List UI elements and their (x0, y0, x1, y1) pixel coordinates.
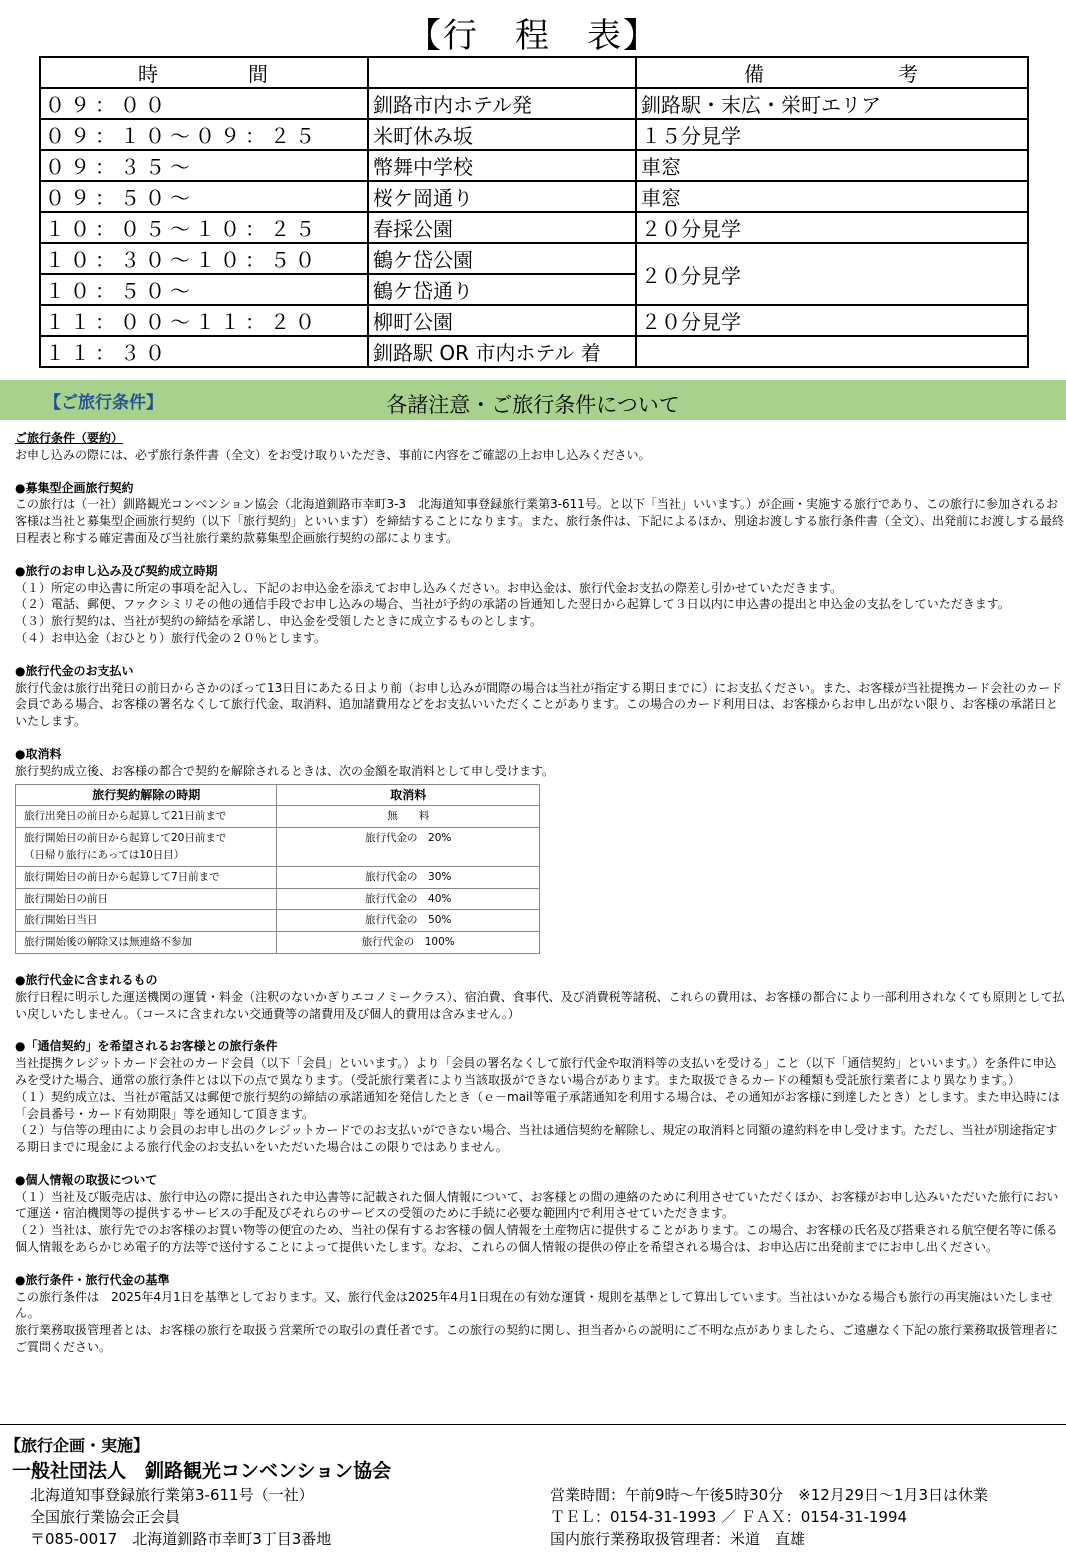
period-cell: 旅行開始日の前日から起算して7日前まで (16, 866, 277, 888)
section-text: 旅行業務取扱管理者とは、お客様の旅行を取扱う営業所での取引の責任者です。この旅行の契約に関し、担当者からの説明にご不明な点がありましたら、ご遠慮なく下記の旅行業務取扱管理者にご質問ください。 (15, 1323, 1059, 1355)
conditions-banner (0, 380, 1066, 420)
section-text: 当社提携クレジットカード会社のカード会員（以下「会員」といいます。）より「会員の署名なくして旅行代金や取消料等の支払いを受ける」こと（以下「通信契約」といいます。）を条件に申込みを受けた場合、通常の旅行条件とは以下の点で異なります。（受託旅行業者により当該取扱ができない場合があります。また取扱できるカードの種類も受託旅行業者により異なります。） (15, 1056, 1057, 1087)
section-heading: ●募集型企画旅行契約 (15, 480, 134, 495)
section-text: （４）お申込金（おひとり）旅行代金の２０％とします。 (15, 630, 327, 645)
time-cell: ０９：３５～ (40, 150, 368, 181)
summary-heading: ご旅行条件（要約） (15, 431, 124, 445)
time-cell: １０：５０～ (40, 274, 368, 305)
note-cell: ２０分見学 (636, 212, 1028, 243)
section-text: 旅行契約成立後、お客様の都合で契約を解除されるときは、次の金額を取消料として申し受けます。 (15, 763, 555, 778)
time-cell: １０：０５～１０：２５ (40, 212, 368, 243)
fee-cell: 旅行代金の 50% (277, 910, 540, 932)
fee-cell: 旅行代金の 30% (277, 866, 540, 888)
place-cell: 幣舞中学校 (368, 150, 636, 181)
itinerary-table (39, 56, 1029, 368)
fee-cell: 旅行代金の 100% (277, 932, 540, 954)
table-row (40, 119, 1028, 150)
table-row (40, 88, 1028, 119)
place-cell: 鶴ケ岱公園 (368, 243, 636, 274)
section-heading: ●旅行代金に含まれるもの (15, 972, 158, 987)
table-row (40, 243, 1028, 274)
table-row (16, 866, 540, 888)
time-cell: ０９：１０～０９：２５ (40, 119, 368, 150)
period-subtext: （日帰り旅行にあっては10日目） (24, 848, 185, 861)
time-cell: １１：００～１１：２０ (40, 305, 368, 336)
note-cell: 釧路駅・末広・栄町エリア (636, 88, 1028, 119)
fee-cell: 無 料 (277, 806, 540, 828)
period-cell (16, 828, 277, 867)
section-text: （１）契約成立は、当社が電話又は郵便で旅行契約の締結の承諾通知を発信したとき（ｅ－mail等電子承諾通知を利用する場合は、その通知がお客様に到達したとき）とします。また申込時には「会員番号・カード有効期限」等を通知して頂きます。 (15, 1089, 1060, 1121)
summary-text: お申し込みの際には、必ず旅行条件書（全文）をお受け取りいただき、事前に内容をご確認の上お申し込みください。 (15, 447, 651, 462)
period-text: 旅行開始日の前日から起算して20日前まで (24, 832, 227, 845)
section-heading: ●個人情報の取扱について (15, 1172, 158, 1187)
section-heading: ●取消料 (15, 746, 62, 761)
table-row (40, 212, 1028, 243)
contact-phone-fax: ＴＥＬ：0154-31-1993 ／ ＦＡＸ：0154-31-1994 (550, 1508, 908, 1526)
cancel-header-row (16, 784, 540, 806)
page-title: 【行 程 表】 (407, 16, 659, 56)
period-cell: 旅行開始日当日 (16, 910, 277, 932)
period-cell: 旅行出発日の前日から起算して21日前まで (16, 806, 277, 828)
fee-cell: 旅行代金の 20% (277, 828, 540, 867)
table-row (16, 910, 540, 932)
note-cell: 車窓 (636, 150, 1028, 181)
section-text: この旅行は（一社）釧路観光コンベンション協会（北海道釧路市幸町3-3 北海道知事登録旅行業第3-611号。と以下「当社」いいます。）が企画・実施する旅行であり、この旅行に参加されるお客様は当社と募集型企画旅行契約（以下「旅行契約」といいます）を締結することになります。また、旅行条件は、下記によるほか、別途お渡しする旅行条件書（全文）、出発前にお渡しする最終日程表と称する確定書面及び当社旅行業約款募集型企画旅行契約の部によります。 (15, 497, 1065, 545)
time-cell: １０：３０～１０：５０ (40, 243, 368, 274)
table-row (16, 828, 540, 867)
address: 〒085-0017 北海道釧路市幸町3丁目3番地 (30, 1530, 332, 1548)
place-cell: 釧路市内ホテル発 (368, 88, 636, 119)
registration-number: 北海道知事登録旅行業第3-611号（一社） (30, 1486, 314, 1504)
place-cell: 柳町公園 (368, 305, 636, 336)
conditions-body (15, 430, 1065, 1356)
footer (0, 1424, 1066, 1548)
place-cell: 鶴ケ岱通り (368, 274, 636, 305)
section-text: この旅行条件は 2025年4月1日を基準としております。又、旅行代金は2025年4月1日現在の有効な運賃・規則を基準として算出しています。当社はいかなる場合も旅行の再実施はいたしません。 (15, 1289, 1053, 1321)
cancellation-fee-table (15, 784, 540, 954)
table-row (16, 932, 540, 954)
section-text: 旅行代金は旅行出発日の前日からさかのぼって13日目にあたる日より前（お申し込みが間際の場合は当社が指定する期日までに）にお支払ください。また、お客様が当社提携カード会社のカード会員である場合、お客様の署名なくして旅行代金、取消料、追加諸費用などをお支払いいただくことがあります。この場合のカード利用日は、お客様からお申し出がない限り、お客様の承諾日といたします。 (15, 680, 1063, 729)
header-place (368, 57, 636, 88)
time-cell: ０９：５０～ (40, 181, 368, 212)
period-cell: 旅行開始後の解除又は無連絡不参加 (16, 932, 277, 954)
table-row (16, 806, 540, 828)
header-note: 備 考 (636, 57, 1028, 88)
conditions-label: 【ご旅行条件】 (44, 393, 163, 413)
place-cell: 米町休み坂 (368, 119, 636, 150)
section-heading: ●旅行代金のお支払い (15, 663, 134, 678)
note-cell: ２０分見学 (636, 243, 1028, 305)
table-row (40, 336, 1028, 367)
header-fee: 取消料 (277, 784, 540, 806)
note-cell (636, 336, 1028, 367)
place-cell: 春採公園 (368, 212, 636, 243)
section-text: （３）旅行契約は、当社が契約の締結を承諾し、申込金を受領したときに成立するものとします。 (15, 614, 543, 629)
table-row (16, 888, 540, 910)
travel-manager: 国内旅行業務取扱管理者：米道 直雄 (550, 1530, 806, 1548)
note-cell: ２０分見学 (636, 305, 1028, 336)
header-period: 旅行契約解除の時期 (16, 784, 277, 806)
table-row (40, 305, 1028, 336)
fee-cell: 旅行代金の 40% (277, 888, 540, 910)
table-row (40, 181, 1028, 212)
organization-name: 一般社団法人 釧路観光コンベンション協会 (12, 1460, 392, 1482)
section-text: （１）所定の申込書に所定の事項を記入し、下記のお申込金を添えてお申し込みください。お申込金は、旅行代金お支払の際差し引かせていただきます。 (15, 580, 843, 595)
itinerary-header-row (40, 57, 1028, 88)
section-heading: ●旅行のお申し込み及び契約成立時期 (15, 563, 218, 578)
conditions-title: 各諸注意・ご旅行条件について (386, 393, 680, 417)
section-text: （２）与信等の理由により会員のお申し出のクレジットカードでのお支払いができない場合、当社は通信契約を解除し、規定の取消料と同額の違約料を申し受けます。ただし、当社が別途指定する期日までに現金による旅行代金のお支払いをいただいた場合はこの限りではありません。 (15, 1123, 1058, 1155)
note-cell: １５分見学 (636, 119, 1028, 150)
footer-heading: 【旅行企画・実施】 (5, 1436, 150, 1455)
table-row (40, 150, 1028, 181)
business-hours: 営業時間：午前9時～午後5時30分 ※12月29日～1月3日は休業 (550, 1486, 989, 1504)
section-text: （２）電話、郵便、ファクシミリその他の通信手段でお申し込みの場合、当社が予約の承諾の旨通知した翌日から起算して３日以内に申込書の提出と申込金の支払をしていただきます。 (15, 597, 1010, 612)
section-text: （１）当社及び販売店は、旅行申込の際に提出された申込書等に記載された個人情報について、お客様との間の連絡のために利用させていただくほか、お客様がお申し込みいただいた旅行において運送・宿泊機関等の提供するサービスの手配及びそれらのサービスの受領のために手続に必要な範囲内で利用させていただきます。 (15, 1189, 1059, 1221)
time-cell: １１：３０ (40, 336, 368, 367)
section-heading: ●旅行条件・旅行代金の基準 (15, 1272, 170, 1287)
section-text: 旅行日程に明示した運送機関の運賃・料金（注釈のないかぎりエコノミークラス）、宿泊費、食事代、及び消費税等諸税、これらの費用は、お客様の都合により一部利用されなくても原則として払い戻しいたしません。（コースに含まれない交通費等の諸費用及び個人的費用は含みません。） (15, 989, 1065, 1021)
place-cell: 釧路駅 OR 市内ホテル 着 (368, 336, 636, 367)
note-cell: 車窓 (636, 181, 1028, 212)
section-text: （２）当社は、旅行先でのお客様のお買い物等の便宜のため、当社の保有するお客様の個人情報を土産物店に提供することがあります。この場合、お客様の氏名及び搭乗される航空便名等に係る個人情報をあらかじめ電子的方法等で送付することによって提供いたします。なお、これらの個人情報の提供の停止を希望される場合は、お申込店に出発前までにお申し出ください。 (15, 1223, 1058, 1255)
period-cell: 旅行開始日の前日 (16, 888, 277, 910)
header-time: 時 間 (40, 57, 368, 88)
section-heading: ●「通信契約」を希望されるお客様との旅行条件 (15, 1039, 278, 1054)
time-cell: ０９：００ (40, 88, 368, 119)
place-cell: 桜ケ岡通り (368, 181, 636, 212)
association-membership: 全国旅行業協会正会員 (30, 1508, 181, 1526)
